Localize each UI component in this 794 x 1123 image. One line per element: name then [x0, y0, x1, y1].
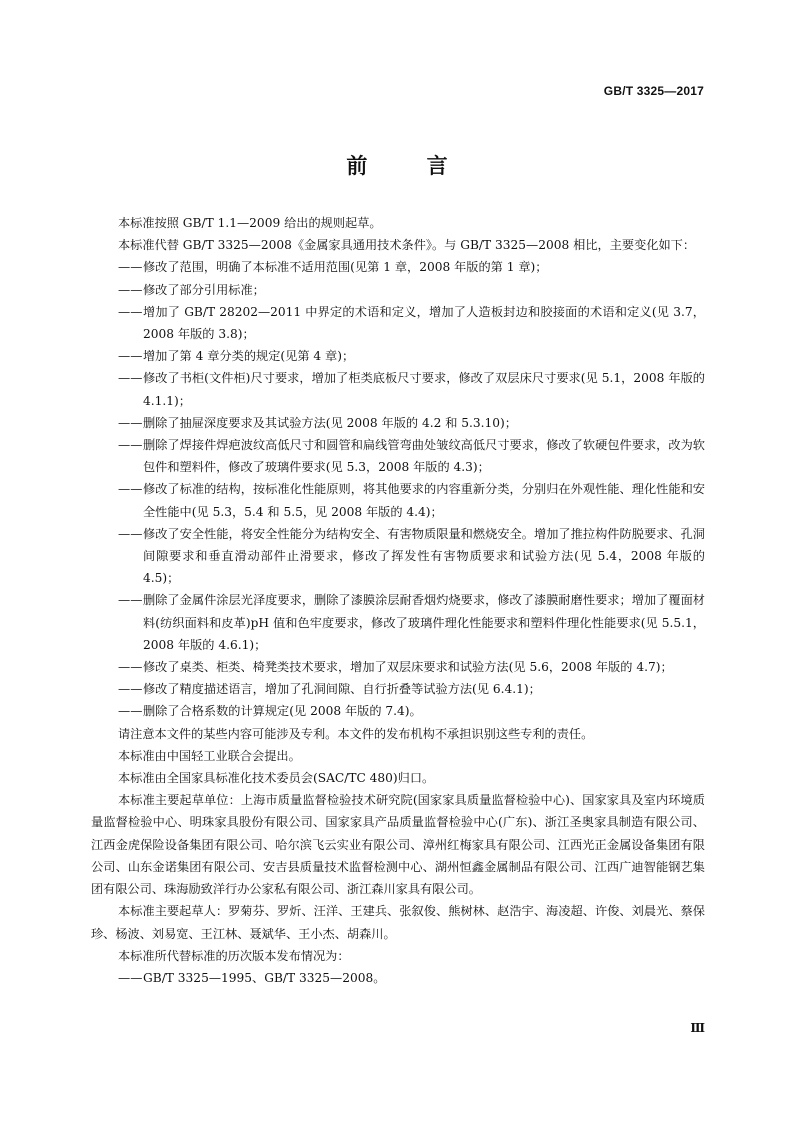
list-item-text: 删除了抽屉深度要求及其试验方法(见 2008 年版的 4.2 和 5.3.10)； — [143, 415, 517, 430]
list-item — [91, 412, 705, 434]
dash-marker: —— — [118, 482, 143, 497]
list-item-text: 增加了 GB/T 28202—2011 中界定的术语和定义，增加了人造板封边和胶接面的术语和定义(见 3.7，2008 年版的 3.8)； — [143, 304, 705, 342]
drafting-units: 本标准主要起草单位：上海市质量监督检验技术研究院(国家家具质量监督检验中心)、国家家具及室内环境质量监督检验中心、明珠家具股份有限公司、国家家具产品质量监督检验中心(广东)、浙江圣奥家具制造有限公司、江西金虎保险设备集团有限公司、哈尔滨飞云实业有限公司、漳州红梅家具有限公司、江西光正金属设备集团有限公司、山东金诺集团有限公司、安吉县质量技术监督检测中心、湖州恒鑫金属制品有限公司、江西广迪智能钢艺集团有限公司、珠海励致洋行办公家私有限公司、浙江森川家具有限公司。 — [91, 793, 705, 897]
list-item-text: 删除了合格系数的计算规定(见 2008 年版的 7.4)。 — [143, 704, 422, 719]
list-item-text: 删除了金属件涂层光泽度要求，删除了漆膜涂层耐香烟灼烧要求，修改了漆膜耐磨性要求；增加了覆面材料(纺织面料和皮革)pH 值和色牢度要求，修改了玻璃件理化性能要求和塑料件理化性能要求(见 5.5.1，2008 年版的 4.6.1)； — [143, 593, 705, 652]
patent-notice: 请注意本文件的某些内容可能涉及专利。本文件的发布机构不承担识别这些专利的责任。 — [118, 726, 594, 741]
history-intro: 本标准所代替标准的历次版本发布情况为： — [118, 948, 350, 963]
document-body — [91, 212, 705, 989]
dash-marker: —— — [118, 260, 143, 275]
dash-marker: —— — [118, 438, 143, 453]
history-item — [91, 967, 705, 989]
list-item — [91, 523, 705, 590]
list-item — [91, 589, 705, 656]
dash-marker: —— — [118, 371, 143, 386]
dash-marker: —— — [118, 415, 143, 430]
proposer-statement: 本标准由中国轻工业联合会提出。 — [118, 748, 301, 763]
list-item — [91, 301, 705, 345]
dash-marker: —— — [118, 660, 143, 675]
list-item-text: 增加了第 4 章分类的规定(见第 4 章)； — [143, 349, 355, 364]
changes-list — [91, 256, 705, 722]
dash-marker: —— — [118, 526, 143, 541]
list-item — [91, 700, 705, 722]
list-item-text: 修改了精度描述语言，增加了孔洞间隙、自行折叠等试验方法(见 6.4.1)； — [143, 682, 541, 697]
list-item — [91, 279, 705, 301]
list-item — [91, 367, 705, 411]
list-item-text: 修改了安全性能，将安全性能分为结构安全、有害物质限量和燃烧安全。增加了推拉构件防脱要求、孔洞间隙要求和垂直滑动部件止滑要求，修改了挥发性有害物质要求和试验方法(见 5.4，2008 年版的 4.5)； — [143, 526, 705, 586]
list-item — [91, 434, 705, 478]
list-item-text: 修改了书柜(文件柜)尺寸要求，增加了柜类底板尺寸要求，修改了双层床尺寸要求(见 5.1，2008 年版的 4.1.1)； — [143, 371, 705, 408]
committee-statement: 本标准由全国家具标准化技术委员会(SAC/TC 480)归口。 — [118, 771, 435, 786]
intro-paragraph: 本标准代替 GB/T 3325—2008《金属家具通用技术条件》。与 GB/T 3325—2008 相比，主要变化如下： — [118, 238, 696, 253]
list-item — [91, 478, 705, 522]
dash-marker: —— — [118, 593, 143, 608]
document-code: GB/T 3325—2017 — [603, 84, 704, 98]
list-item — [91, 656, 705, 678]
list-item — [91, 345, 705, 367]
list-item-text: 修改了标准的结构，按标准化性能原则，将其他要求的内容重新分类，分别归在外观性能、理化性能和安全性能中(见 5.3，5.4 和 5.5，见 2008 年版的 4.4)； — [143, 482, 705, 519]
page-title: 前 言 — [346, 154, 474, 178]
dash-marker: —— — [118, 349, 143, 364]
list-item — [91, 678, 705, 700]
dash-marker: —— — [118, 304, 143, 319]
drafters: 本标准主要起草人：罗菊芬、罗炘、汪洋、王建兵、张叙俊、熊树林、赵浩宇、海凌超、许俊、刘晨光、蔡保珍、杨波、刘易宽、王江林、聂斌华、王小杰、胡森川。 — [91, 904, 705, 941]
list-item-text: 修改了桌类、柜类、椅凳类技术要求，增加了双层床要求和试验方法(见 5.6，2008 年版的 4.7)； — [143, 660, 673, 675]
list-item-text: 修改了部分引用标准； — [143, 282, 265, 297]
dash-marker: —— — [118, 282, 143, 297]
list-item-text: 删除了焊接件焊疤波纹高低尺寸和圆管和扁线管弯曲处皱纹高低尺寸要求，修改了软硬包件要求，改为软包件和塑料件，修改了玻璃件要求(见 5.3，2008 年版的 4.3)； — [143, 438, 705, 475]
list-item-text: 修改了范围，明确了本标准不适用范围(见第 1 章，2008 年版的第 1 章)； — [143, 260, 548, 275]
list-item — [91, 256, 705, 278]
dash-marker: —— — [118, 682, 143, 697]
dash-marker: —— — [118, 704, 143, 719]
page-number: Ⅲ — [690, 1021, 704, 1035]
dash-marker: —— — [118, 970, 143, 985]
history-text: GB/T 3325—1995、GB/T 3325—2008。 — [143, 970, 386, 985]
intro-paragraph: 本标准按照 GB/T 1.1—2009 给出的规则起草。 — [118, 216, 382, 230]
